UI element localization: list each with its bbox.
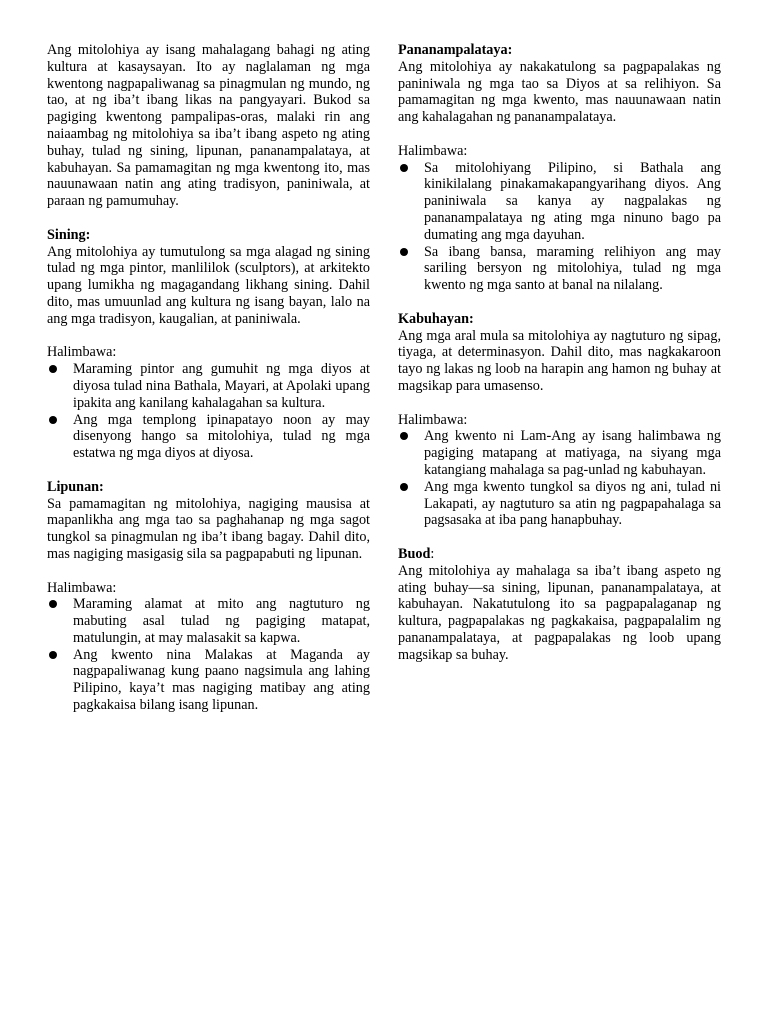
list-item [398, 479, 721, 529]
bullet-icon [49, 416, 57, 424]
lipunan-example-list [47, 596, 370, 714]
lipunan-section [47, 479, 370, 714]
bullet-icon [400, 483, 408, 491]
kabuhayan-section [398, 311, 721, 529]
buod-heading-text: Buod [398, 545, 431, 562]
list-item [398, 160, 721, 244]
list-item-text: Maraming alamat at mito ang nagtuturo ng mabuting asal tulad ng pagiging matapat, matulungin, at may malasakit sa kapwa. [73, 596, 370, 646]
right-column [398, 42, 721, 663]
buod-heading-colon: : [430, 545, 435, 562]
list-item [398, 428, 721, 478]
left-column [47, 42, 370, 714]
bullet-icon [49, 365, 57, 373]
list-item-text: Maraming pintor ang gumuhit ng mga diyos at diyosa tulad nina Bathala, Mayari, at Apolaki upang ipakita ang kanilang kahalagahan sa kultura. [73, 361, 370, 411]
list-item [47, 361, 370, 411]
sining-paragraph: Ang mitolohiya ay tumutulong sa mga alagad ng sining tulad ng mga pintor, manlililok (sculptors), at arkitekto upang lumikha ng magagandang likhang sining. Dahil dito, mas umuunlad ang kultura ng isang bayan, lalo na ang mga tradisyon, kaugalian, at paniniwala. [47, 243, 370, 327]
sining-example-label: Halimbawa: [47, 344, 117, 361]
list-item [398, 244, 721, 294]
sining-example-list [47, 361, 370, 462]
buod-heading [398, 546, 721, 563]
pananampalataya-paragraph: Ang mitolohiya ay nakakatulong sa pagpapalakas ng paniniwala ng mga tao sa Diyos at sa relihiyon. Sa pamamagitan ng mga kwento, mas nauunawaan natin ang kahalagahan ng pananampalataya. [398, 58, 721, 126]
list-item-text: Sa mitolohiyang Pilipino, si Bathala ang kinikilalang pinakamakapangyarihang diyos. Ang paniniwala sa kanya ay nagpalakas ng pananampalataya ng ating mga ninuno bago pa dumating ang mga dayuhan. [424, 159, 721, 243]
kabuhayan-heading: Kabuhayan: [398, 310, 474, 327]
sining-section [47, 227, 370, 462]
list-item-text: Ang kwento ni Lam-Ang ay isang halimbawa ng pagiging matapang at matiyaga, na siyang mga katangiang mahalaga sa pag-unlad ng kabuhayan. [424, 428, 721, 478]
lipunan-heading: Lipunan: [47, 478, 104, 495]
bullet-icon [400, 248, 408, 256]
list-item-text: Ang kwento nina Malakas at Maganda ay nagpapaliwanag kung paano nagsimula ang lahing Pilipino, kaya’t mas nagiging matibay ang ating pagkakaisa bilang isang lipunan. [73, 646, 370, 714]
kabuhayan-paragraph: Ang mga aral mula sa mitolohiya ay nagtuturo ng sipag, tiyaga, at determinasyon. Dahil dito, mas nagkakaroon tayo ng lakas ng loob na harapin ang hamon ng buhay at magsikap para umasenso. [398, 327, 721, 394]
pananampalataya-section [398, 42, 721, 294]
list-item [47, 596, 370, 646]
kabuhayan-example-list [398, 428, 721, 529]
intro-paragraph: Ang mitolohiya ay isang mahalagang bahagi ng ating kultura at kasaysayan. Ito ay naglalaman ng mga kwentong nagpapaliwanag sa pinagmulan ng mundo, ng tao, at ng iba’t ibang likas na pangyayari. Bukod sa pagiging kwentong pampalipas-oras, malaki rin ang naiaambag ng mitolohiya sa iba’t ibang aspeto ng ating buhay, tulad ng sining, lipunan, pananampalataya, at kabuhayan. Sa pamamagitan ng mga kwentong ito, mas nauunawaan natin ang ating tradisyon, paniniwala, at paraan ng pamumuhay. [47, 42, 370, 210]
intro-section [47, 42, 370, 210]
list-item-text: Ang mga templong ipinapatayo noon ay may disenyong hango sa mitolohiya, tulad ng mga estatwa ng mga diyos at diyosa. [73, 411, 370, 462]
lipunan-paragraph: Sa pamamagitan ng mitolohiya, nagiging mausisa at mapanlikha ang mga tao sa paghahanap ng mga sagot tungkol sa pinagmulan ng iba’t ibang bagay. Dahil dito, mas nagiging masigasig sila sa pagpapabuti ng lipunan. [47, 495, 370, 562]
list-item [47, 412, 370, 462]
list-item [47, 647, 370, 714]
bullet-icon [400, 164, 408, 172]
list-item-text: Ang mga kwento tungkol sa diyos ng ani, tulad ni Lakapati, ay nagtuturo sa atin ng pagpapahalaga sa pagsasaka at iba pang hanapbuhay. [424, 478, 721, 529]
bullet-icon [49, 651, 57, 659]
bullet-icon [400, 432, 408, 440]
pananampalataya-example-list [398, 160, 721, 294]
kabuhayan-example-label: Halimbawa: [398, 411, 468, 428]
list-item-text: Sa ibang bansa, maraming relihiyon ang may sariling bersyon ng mitolohiya, tulad ng mga kwento ng mga santo at banal na nilalang. [424, 243, 721, 294]
bullet-icon [49, 600, 57, 608]
pananampalataya-example-label: Halimbawa: [398, 142, 468, 159]
pananampalataya-heading: Pananampalataya: [398, 42, 513, 58]
buod-section [398, 546, 721, 664]
lipunan-example-label: Halimbawa: [47, 579, 117, 596]
sining-heading: Sining: [47, 226, 91, 243]
buod-paragraph: Ang mitolohiya ay mahalaga sa iba’t ibang aspeto ng ating buhay—sa sining, lipunan, pananampalataya, at kabuhayan. Nakatutulong ito sa pagpapalaganap ng kultura, pagpapalakas ng pagkakaisa, pagpapalalim ng pananampalataya, at pagpapalakas ng loob upang magsikap sa buhay. [398, 562, 721, 663]
